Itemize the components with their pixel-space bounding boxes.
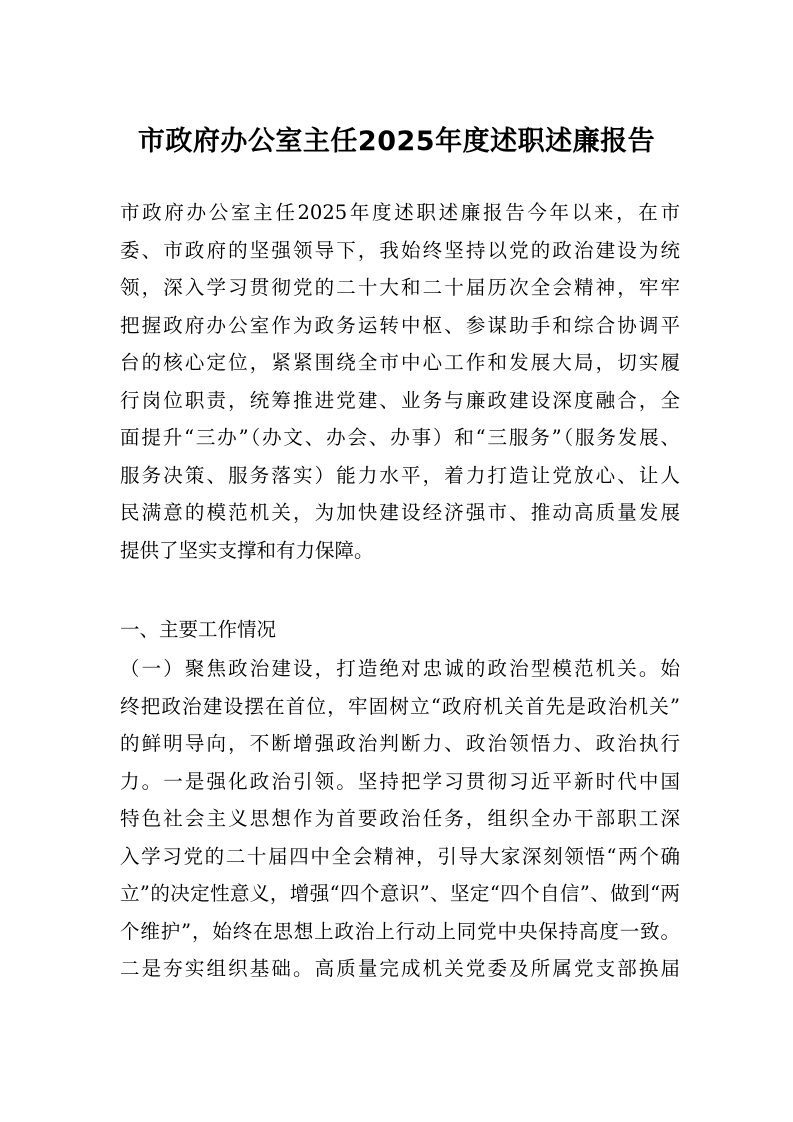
text-line: 把握政府办公室作为政务运转中枢、参谋助手和综合协调平 [120,313,680,337]
paragraph-intro [120,194,680,569]
text-line: 入学习党的二十届四中全会精神，引导大家深刻领悟“两个确 [120,844,680,868]
text-line: 服务决策、服务落实）能力水平，着力打造让党放心、让人 [120,463,680,487]
text-line: 行岗位职责，统筹推进党建、业务与廉政建设深度融合，全 [120,388,680,412]
text-line: 特色社会主义思想作为首要政治任务，组织全办干部职工深 [120,807,680,830]
heading-line: 一、主要工作情况 [120,618,277,641]
text-line: 二是夯实组织基础。高质量完成机关党委及所属党支部换届 [120,957,680,980]
paragraph-section-1 [120,650,680,988]
text-line: 的鲜明导向，不断增强政治判断力、政治领悟力、政治执行 [120,732,680,755]
section-heading [120,611,680,649]
text-line: 委、市政府的坚强领导下，我始终坚持以党的政治建设为统 [120,238,680,262]
text-line: 提供了坚实支撑和有力保障。 [120,538,374,562]
text-line: 面提升“三办”（办文、办会、办事）和“三服务”（服务发展、 [120,426,680,449]
text-line: 终把政治建设摆在首位，牢固树立“政府机关首先是政治机关” [120,694,680,718]
text-line: 领，深入学习贯彻党的二十大和二十届历次全会精神，牢牢 [120,276,680,299]
document-title: 市政府办公室主任2025年度述职述廉报告 [137,126,656,157]
text-line: （一）聚焦政治建设，打造绝对忠诚的政治型模范机关。始 [120,657,680,680]
text-line: 立”的决定性意义，增强“四个意识”、坚定“四个自信”、做到“两 [120,882,680,905]
text-line: 民满意的模范机关，为加快建设经济强市、推动高质量发展 [120,501,680,524]
text-line: 市政府办公室主任2025年度述职述廉报告今年以来，在市 [120,201,680,224]
text-line: 台的核心定位，紧紧围绕全市中心工作和发展大局，切实履 [120,351,680,374]
text-line: 力。一是强化政治引领。坚持把学习贯彻习近平新时代中国 [120,769,680,793]
text-line: 个维护”，始终在思想上政治上行动上同党中央保持高度一致。 [120,919,680,943]
